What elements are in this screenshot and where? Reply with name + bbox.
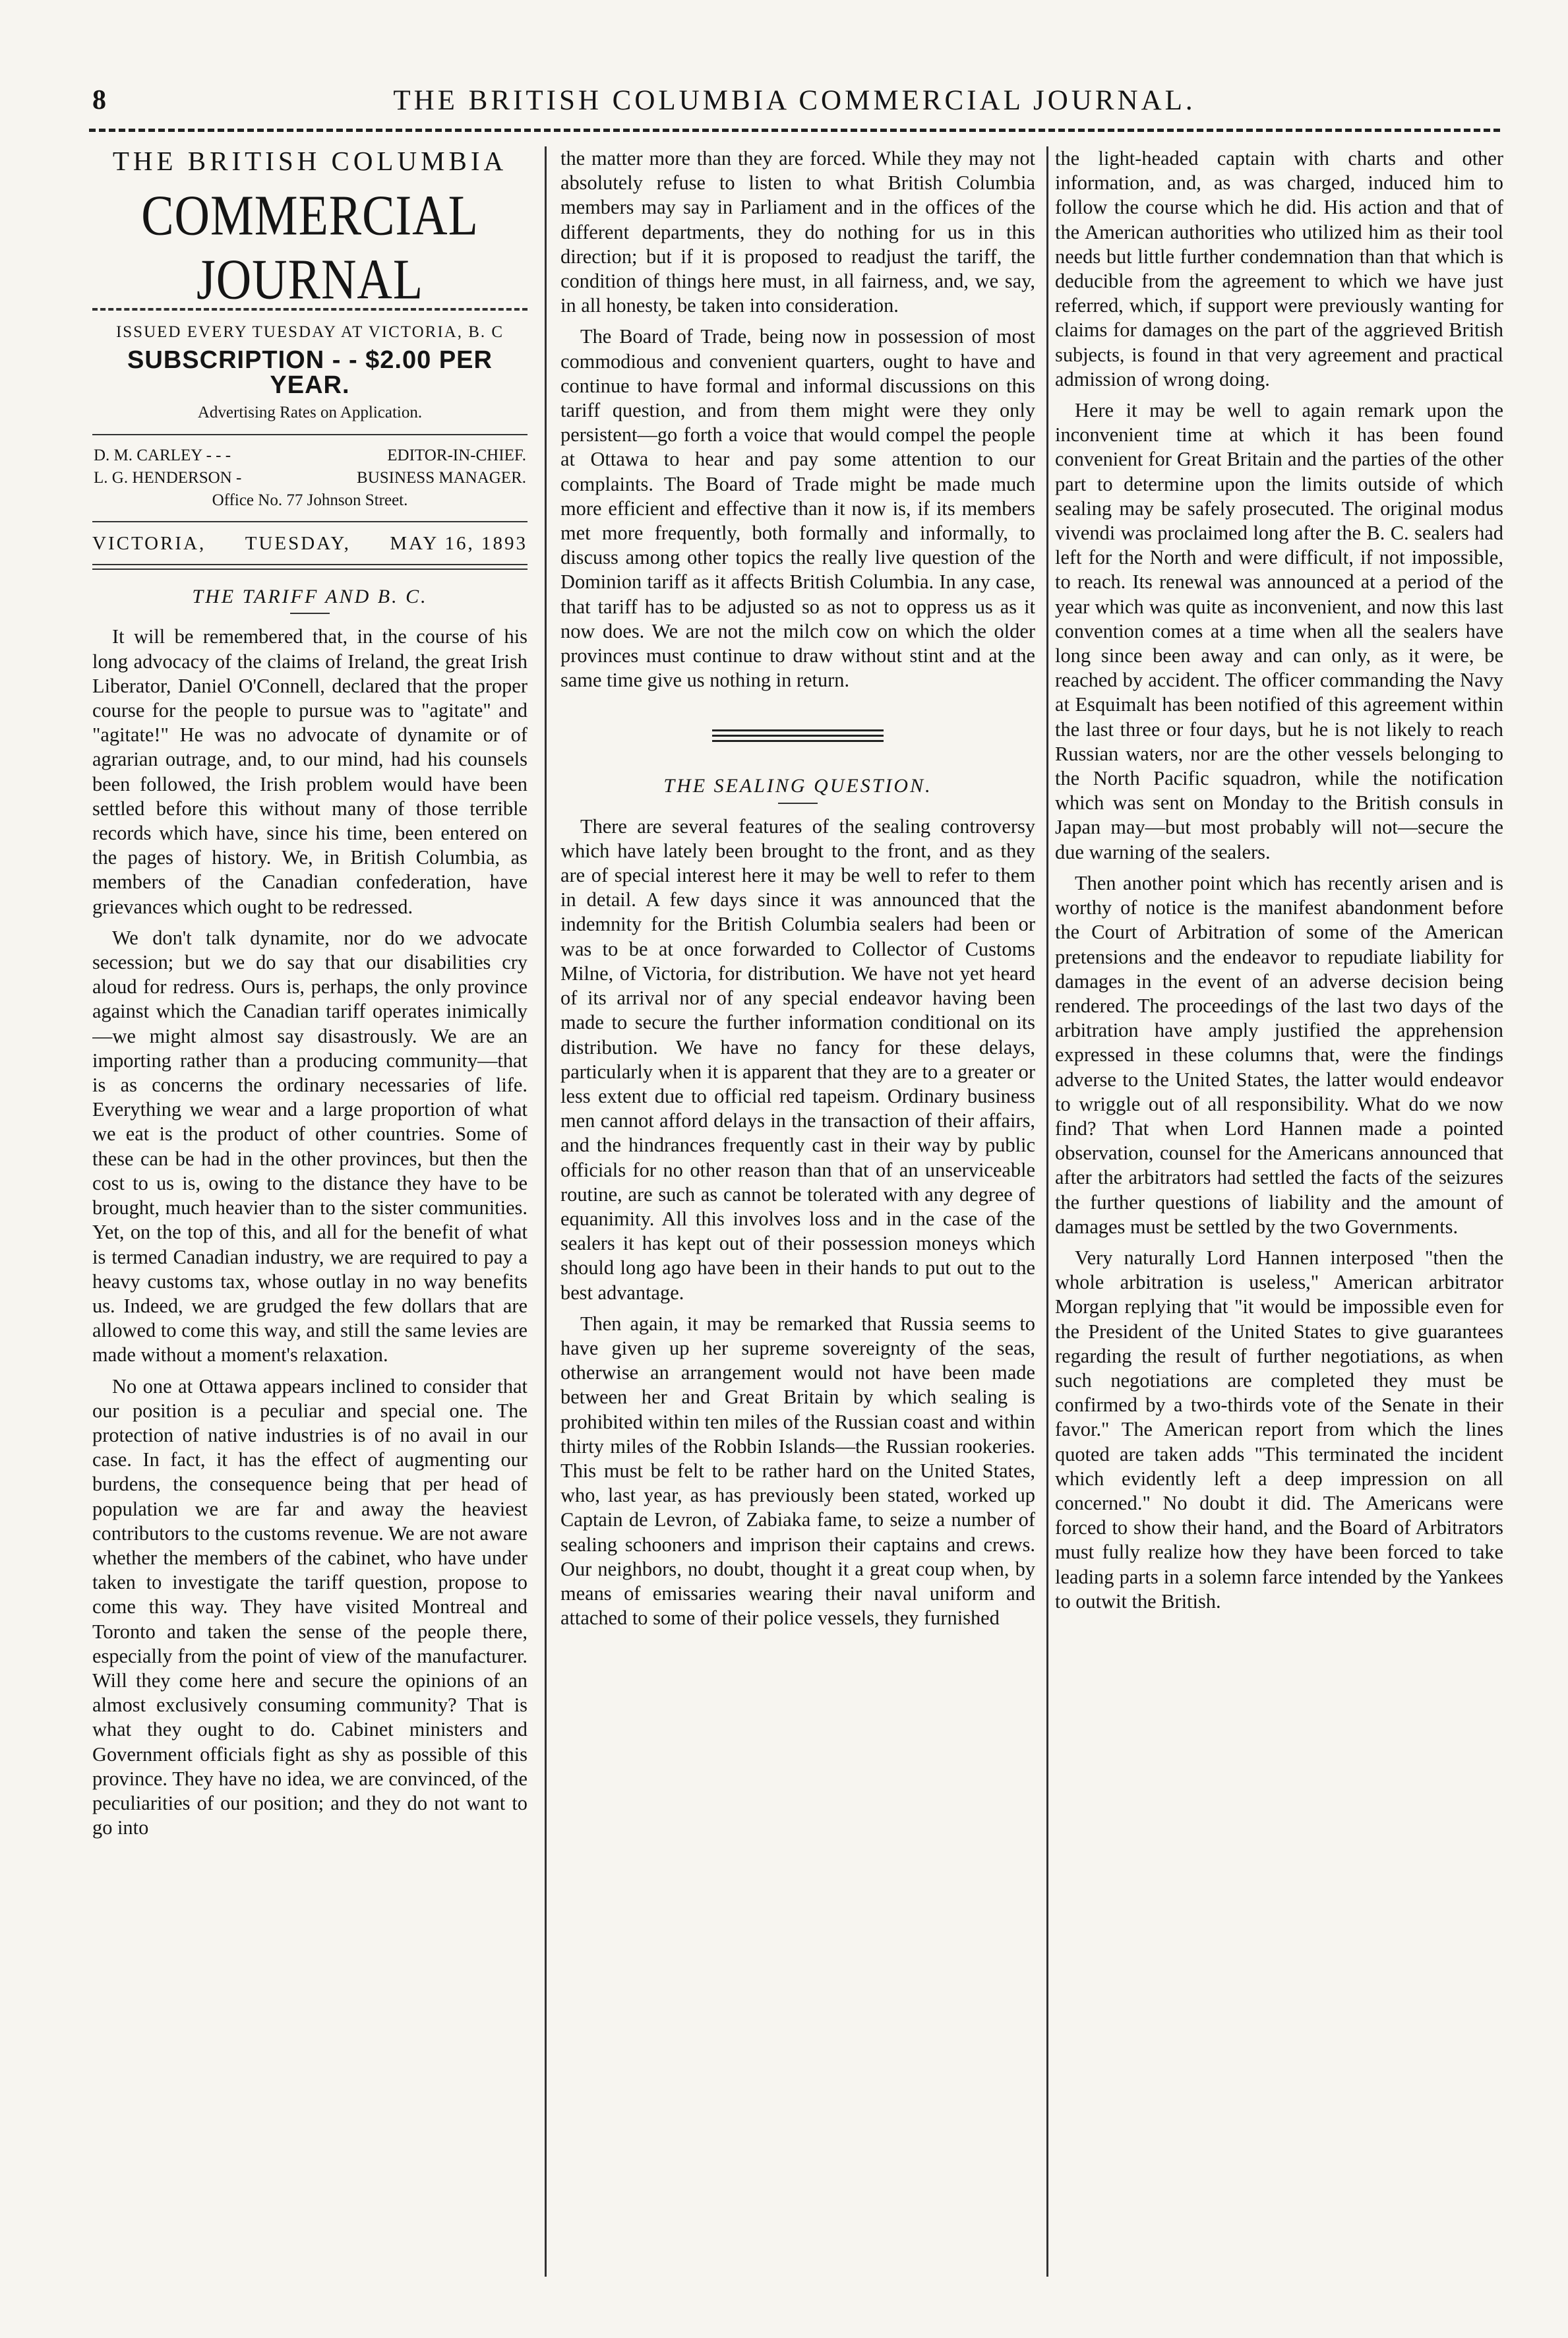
masthead-subscription: SUBSCRIPTION - - $2.00 PER YEAR. <box>127 346 493 399</box>
editor-title: EDITOR-IN-CHIEF. <box>387 446 526 465</box>
masthead-line1: THE BRITISH COLUMBIA <box>112 146 508 176</box>
tariff-paragraph: It will be remembered that, in the course of his long advocacy of the claims of Ireland, the great Irish Liberator, Daniel O'Connell, declared that the proper course for the people to pursue was to "agitate" and "agitate!" He was no advocate of dynamite or of agrarian outrage, and, to our mind, had his counsels been followed, the Irish problem would have been settled before this without many of those terrible records which have, since his time, been entered on the pages of history. We, in British Columbia, as members of the Canadian confederation, have grievances which ought to be redressed. <box>92 625 528 918</box>
manager-row <box>92 467 528 489</box>
page-number: 8 <box>92 85 106 115</box>
sealing-article-title: THE SEALING QUESTION. <box>663 775 932 797</box>
tariff-paragraph: We don't talk dynamite, nor do we advocate secession; but we do say that our disabilities cry aloud for redress. Ours is, perhaps, the only province against which the Canadian tariff operates inimically—we might almost say disastrously. We are an importing rather than a producing community—that is as concerns the ordinary necessaries of life. Everything we wear and a large proportion of what we eat is the product of other countries. Some of these can be had in the other provinces, but then the cost to us is, owing to the distance they have to be brought, much heavier than to the sister communities. Yet, on the top of this, and all for the benefit of what is termed Canadian industry, we are required to pay a heavy customs tax, whose outlay in no way benefits us. Indeed, we are grudged the few dollars that are allowed to come this way, and still the same levies are made without a moment's relaxation. <box>92 926 528 1367</box>
dateline-city: VICTORIA, <box>92 533 206 555</box>
sealing-continuation: Then another point which has recently arisen and is worthy of notice is the manifest abandonment before the Court of Arbitration of some of the American pretensions and the endeavor to repudiate liability for damages in the event of an adverse decision being rendered. The proceedings of the last two days of the arbitration have amply justified the apprehension expressed in these columns that, were the findings adverse to the United States, the latter would endeavor to wriggle out of all responsibility. What do we now find? That when Lord Hannen made a pointed observation, counsel for the Americans announced that after the arbitrators had settled the facts of the seizures the further questions of liability and the amount of damages must be settled by the two Governments. <box>1055 871 1503 1238</box>
running-head-title: THE BRITISH COLUMBIA COMMERCIAL JOURNAL. <box>393 85 1196 116</box>
masthead <box>92 146 528 570</box>
head-rule <box>89 129 1500 132</box>
masthead-double-rule <box>92 564 528 570</box>
masthead-rule <box>92 521 528 522</box>
tariff-continuation: the matter more than they are forced. While they may not absolutely refuse to listen to what British Columbia members may say in Parliament and in the offices of the different departments, they do nothing for us in this direction; but if it is proposed to readjust the tariff, the condition of things here must, in all fairness, and, we say, in all honesty, be taken into consideration. <box>560 147 1035 317</box>
dateline-date: MAY 16, 1893 <box>390 533 528 555</box>
manager-name: L. G. HENDERSON - <box>94 469 242 487</box>
title-rule <box>290 613 330 614</box>
masthead-issued: ISSUED EVERY TUESDAY AT VICTORIA, B. C <box>115 323 504 342</box>
column-rule <box>545 146 547 2277</box>
tariff-article-title: THE TARIFF AND B. C. <box>192 586 428 608</box>
masthead-advertising: Advertising Rates on Application. <box>197 403 423 421</box>
running-head <box>92 84 1497 124</box>
article-separator <box>712 729 884 742</box>
office-address: Office No. 77 Johnson Street. <box>212 491 408 510</box>
sealing-continuation: the light-headed captain with charts and other information, and, as was charged, induced him to follow the course which he did. His action and that of the American authorities who utilized him as their tool needs but little further condemnation than that which is deducible from the agreement to which we have just referred, which, if support were previously wanting for claims for damages on the part of the aggrieved British subjects, is found in that very agreement and practical admission of wrong doing. <box>1055 147 1503 390</box>
dateline-day: TUESDAY, <box>245 533 351 555</box>
masthead-staff <box>92 445 528 512</box>
column-1 <box>92 146 528 2283</box>
masthead-rule <box>92 434 528 435</box>
editor-row <box>92 445 528 467</box>
tariff-paragraph: No one at Ottawa appears inclined to consider that our position is a peculiar and special one. The protection of native industries is of no avail in our case. In fact, it has the effect of augmenting our burdens, the consequence being that per head of population we are far and away the heaviest contributors to the customs revenue. We are not aware whether the members of the cabinet, who have under taken to investigate the tariff question, propose to come this way. They have visited Montreal and Toronto and taken the sense of the people there, especially from the point of view of the manufacturer. Will they come here and secure the opinions of an almost exclusively consuming community? That is what they ought to do. Cabinet ministers and Government officials fight as shy as possible of this province. They have no idea, we are convinced, of the peculiarities of our position; and they do not want to go into <box>92 1374 528 1839</box>
column-3 <box>1055 146 1503 2283</box>
column-2 <box>560 146 1035 2283</box>
dateline <box>92 532 528 556</box>
sealing-continuation: Here it may be well to again remark upon the inconvenient time at which it has been found convenient for Great Britain and the parties of the other part to determine upon the limits outside of which sealing may be safely prosecuted. The original modus vivendi was proclaimed long after the B. C. sealers had left for the North and were difficult, if not impossible, to reach. Its renewal was announced at a period of the year which was quite as inconvenient, and now this last convention comes at a time when all the sealers have long since been away and can only, as it were, be reached by accident. The officer commanding the Navy at Esquimalt has been notified of this agreement within the last three or four days, but he is not likely to reach Russian waters, nor are the other vessels belonging to the North Pacific squadron, while the notification which was sent on Monday to the British consuls in Japan may—but most probably will not—secure the due warning of the sealers. <box>1055 399 1503 863</box>
editor-name: D. M. CARLEY - - - <box>94 446 231 465</box>
title-rule <box>778 803 818 804</box>
tariff-continuation: The Board of Trade, being now in possession of most commodious and convenient quarters, ought to have and continue to have formal and informal discussions on this tariff question, and from them might were they only persistent—go forth a voice that would compel the people at Ottawa to hear and pay some attention to our complaints. The Board of Trade might be made much more efficient and effective than it now is, if its members met more frequently, both formally and informally, to discuss among other topics the really live question of the Dominion tariff as it affects British Columbia. In any case, that tariff has to be adjusted so as not to oppress us as it now does. We are not the milch cow on which the older provinces must continue to draw without stint and at the same time give us nothing in return. <box>560 325 1035 692</box>
manager-title: BUSINESS MANAGER. <box>357 469 526 487</box>
masthead-title: COMMERCIAL JOURNAL <box>141 184 479 312</box>
sealing-paragraph: There are several features of the sealing controversy which have lately been brought to the front, and as they are of special interest here it may be well to refer to them in detail. A few days since it was announced that the indemnity for the British Columbia sealers had been or was to be at once forwarded to Collector of Customs Milne, of Victoria, for distribution. We have not yet heard of its arrival nor of any special endeavor having been made to secure the further information conditional on its distribution. We have no fancy for these delays, particularly when it is apparent that they are to a greater or less extent due to official red tapeism. Ordinary business men cannot afford delays in the transaction of their affairs, and the hindrances frequently cast in their way by public officials for no other reason than that of an unserviceable routine, are such as cannot be tolerated with any degree of equanimity. All this involves loss and in the case of the sealers it has kept out of their possession moneys which should long ago have been in their hands to put out to the best advantage. <box>560 815 1035 1304</box>
column-rule <box>1046 146 1048 2277</box>
sealing-paragraph: Then again, it may be remarked that Russia seems to have given up her supreme sovereignty of the seas, otherwise an arrangement would not have been made between her and Great Britain by which sealing is prohibited within ten miles of the Russian coast and within thirty miles of the Robbin Islands—the Russian rookeries. This must be felt to be rather hard on the United States, who, last year, as has previously been stated, worked up Captain de Levron, of Zabiaka fame, to seize a number of sealing schooners and imprison their captains and crews. Our neighbors, no doubt, thought it a great coup when, by means of emissaries wearing their naval uniform and attached to some of their police vessels, they furnished <box>560 1312 1035 1630</box>
sealing-continuation: Very naturally Lord Hannen interposed "then the whole arbitration is useless," American arbitrator Morgan replying that "it would be impossible even for the President of the United States to give guarantees regarding the result of further negotiations, as when such negotiations are completed they must be confirmed by a two-thirds vote of the Senate in their favor." The American report from which the lines quoted are taken adds "This terminated the incident which evidently left a deep impression on all concerned." No doubt it did. The Americans were forced to show their hand, and the Board of Arbitrators must fully realize how they have been forced to take leading parts in a solemn farce intended by the Yankees to outwit the British. <box>1055 1246 1503 1613</box>
